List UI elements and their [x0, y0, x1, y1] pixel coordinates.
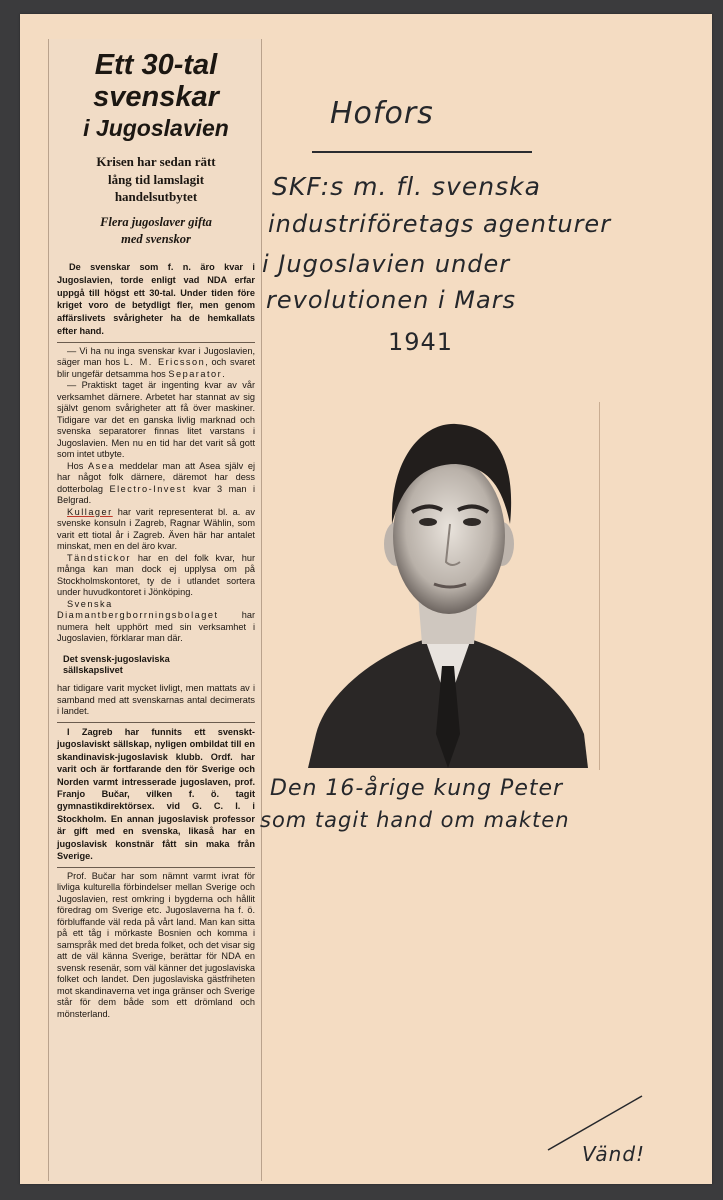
company-name: Electro-Invest	[109, 483, 187, 494]
text-run: — Vi ha nu inga svenskar kvar i Jugoslavien, säger man hos	[57, 345, 255, 368]
subheading-italic	[61, 214, 251, 248]
divider	[57, 342, 255, 343]
company-name: L. M. Ericsson	[123, 357, 206, 368]
text-run: har en del folk kvar, hur många kan man dock ej upplysa om på Stockholmskontoret, ty de i utlandet sortera under huvudkontoret i Jönköping.	[57, 552, 256, 598]
handwritten-line-2: industriföretags agenturer	[268, 210, 612, 238]
headline-line-2: svenskar	[93, 81, 219, 113]
headline-line-1: Ett 30-tal	[94, 49, 218, 81]
text-run: meddelar man att Asea själv ej har något folk därnere, däremot har dess dotterbolag	[57, 460, 255, 494]
company-name: Separator	[168, 368, 223, 379]
handwritten-caption-line-1: Den 16-årige kung Peter	[270, 776, 564, 801]
text-run: har varit representerat bl. a. av svenske konsuln i Zagreb, Ragnar Wählin, som varit ett tiotal år i Zagreb. Även här har antalet minskat, men en del äro kvar.	[57, 506, 255, 552]
paragraph-1	[57, 346, 255, 381]
text-run: Hos	[67, 460, 84, 471]
paragraph-4	[57, 507, 255, 553]
handwritten-underline	[312, 151, 532, 153]
section-heading	[63, 654, 255, 678]
section-heading-line: sällskapslivet	[63, 665, 123, 676]
paragraph-7: har tidigare varit mycket livligt, men mattats av i samband med att svenskarnas antal decimerats i landet.	[57, 683, 255, 717]
handwritten-place: Hofors	[330, 96, 434, 131]
handwritten-year: 1941	[388, 328, 454, 356]
headline-line-3: i Jugoslavien	[83, 115, 229, 141]
text-run: .	[222, 368, 225, 379]
subheading-line: lång tid lamslagit	[107, 171, 205, 187]
handwritten-caption-line-2: som tagit hand om makten	[260, 808, 570, 832]
newspaper-clipping	[48, 39, 262, 1181]
company-name: Svenska Diamantbergborrningsbolaget	[57, 598, 219, 621]
subheading-italic-line: Flera jugoslaver gifta	[100, 214, 212, 229]
subheading-italic-line: med svenskor	[121, 231, 191, 246]
paragraph-3	[57, 461, 255, 507]
divider	[57, 722, 255, 723]
paragraph-8: I Zagreb har funnits ett svenskt-jugoslaviskt sällskap, nyligen ombildat till en skandinavisk-jugoslavisk klubb. Ordf. har varit och är fortfarande den för Sverige och Norden varmt intresserade jugoslaven, prof. Franjo Bučar, vilken f. ö. tagit gymnastikdirektörsex. vid G. C. I. i Stockholm. En annan jugoslavisk professor är gift med en svenska, likaså har en jugoslavisk konstnär fått sin maka från Sverige.	[57, 726, 255, 862]
company-name-underlined: Kullager	[67, 506, 113, 517]
paragraph-6	[57, 599, 255, 645]
lead-paragraph: De svenskar som f. n. äro kvar i Jugoslavien, torde enligt vad NDA erfar uppgå till högst ett 30-tal. Under tiden före kriget voro de betydligt fler, men genom affärslivets svårigheter ha de hemkallats efter hand.	[57, 262, 255, 336]
archive-sheet	[20, 14, 712, 1184]
subheading-line: Krisen har sedan rätt	[96, 154, 216, 169]
paragraph-5	[57, 553, 255, 599]
paragraph-2: — Praktiskt taget är ingenting kvar av vår verksamhet därnere. Arbetet har stannat av sig självt genom svårigheter att få över maskiner. Tidigare var det en ganska livlig marknad och svenska separatorer finnas litet varstans i Jugoslavien. Men nu en tid har det varit så gott som intet utbyte.	[57, 380, 255, 460]
subheading-line: handelsutbytet	[114, 189, 198, 205]
paragraph-9: Prof. Bučar har som nämnt varmt ivrat för livliga kulturella förbindelser mellan Sverige och Jugoslavien, rest omkring i bygderna och hållit föredrag om Sverige etc. Jugoslaverna ha f. ö. förbluffande väl reda på vårt land. Man kan sitta på ett tåg i mörkaste Bosnien och komma i samspråk med det breda folket, och det visar sig att de väl känna Sverige, berättar för NDA en svensk resenär, som väl känner det jugoslaviska folket och landet. Den jugoslaviska gästfriheten mot skandinaverna vet inga gränser och Sverige står för dem både som ett drömland och mönsterland.	[57, 870, 255, 1019]
handwritten-line-4: revolutionen i Mars	[266, 286, 517, 314]
handwritten-turn-over: Vänd!	[582, 1142, 646, 1166]
company-name: Asea	[87, 460, 115, 471]
handwritten-line-1: SKF:s m. fl. svenska	[272, 172, 541, 201]
text-run: har numera helt upphört med sin verksamhet i Jugoslavien, förklarar man där.	[57, 610, 255, 644]
company-name: Tändstickor	[67, 552, 131, 563]
portrait-photo	[306, 404, 590, 768]
subheading	[61, 153, 251, 206]
section-heading-line: Det svensk-jugoslaviska	[63, 653, 170, 664]
divider	[57, 867, 255, 868]
text-run: kvar 3 man i Belgrad.	[57, 483, 255, 506]
handwritten-line-3: i Jugoslavien under	[262, 250, 511, 278]
text-run: , och svaret blir ungefär detsamma hos	[57, 357, 255, 379]
